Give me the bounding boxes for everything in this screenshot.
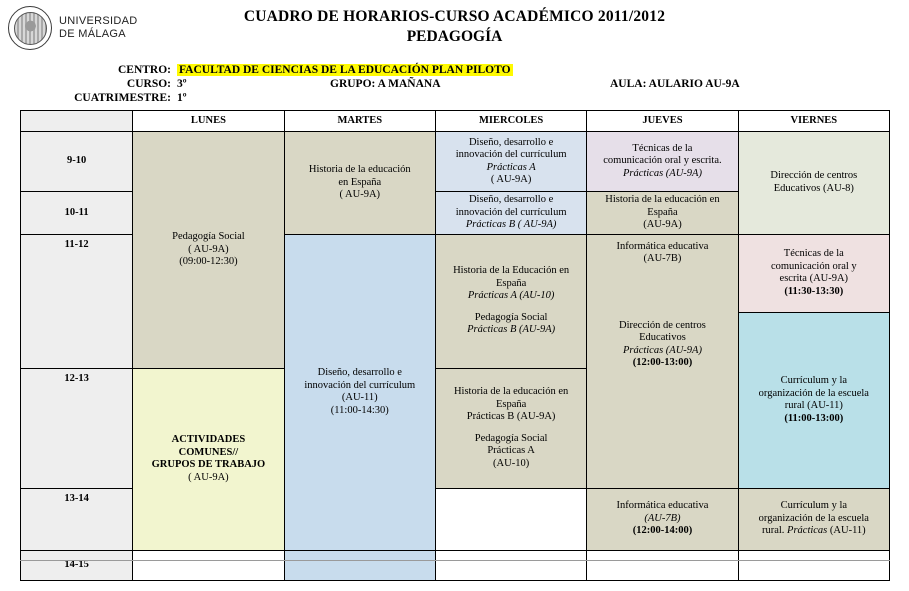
cell-miercoles-diseno-practicas-b — [435, 192, 586, 235]
university-logo-block — [8, 6, 137, 50]
text-line: (AU-7B) — [643, 253, 682, 264]
university-name-line1: UNIVERSIDAD — [59, 15, 138, 27]
text-line: rural. Prácticas (AU-11) — [761, 525, 866, 537]
text-line: Diseño, desarrollo e — [317, 367, 402, 378]
text-line: GRUPOS DE TRABAJO — [151, 459, 266, 470]
cuatrimestre-label: CUATRIMESTRE: — [74, 92, 171, 104]
text-line: Diseño, desarrollo e — [468, 136, 554, 148]
cell-miercoles-14-15-empty — [435, 550, 586, 580]
text-line: en España — [338, 176, 382, 188]
text-line: Informática educativa — [616, 500, 709, 512]
text-line: comunicación oral y escrita. — [603, 155, 722, 167]
spacer — [439, 303, 583, 312]
corner-cell — [21, 111, 133, 132]
text-line: ( AU-9A) — [490, 174, 532, 185]
cell-jueves-historia-espana — [587, 192, 738, 235]
spacer — [590, 293, 734, 302]
text-line: Dirección de centros — [770, 170, 858, 182]
page-header — [0, 0, 909, 56]
text-line: (AU-7B) — [644, 512, 681, 524]
cell-lunes-pedagogia-social — [133, 132, 284, 369]
table-row — [21, 550, 890, 580]
info-row-centro — [0, 64, 909, 78]
text-line: Técnicas de la — [783, 248, 844, 259]
cell-viernes-tecnicas — [739, 235, 889, 313]
text-line: Historia de la educación — [308, 164, 411, 175]
text-line: Pedagogía Social — [474, 311, 548, 323]
centro-label: CENTRO: — [117, 64, 171, 76]
hour-cell-13-14: 13-14 — [21, 488, 133, 550]
spacer — [590, 266, 734, 275]
text-line: ( AU-9A) — [339, 189, 381, 200]
cell-viernes-direccion-centros — [738, 132, 889, 235]
aula-value: AULA: AULARIO AU-9A — [610, 78, 740, 90]
text-line: ( AU-9A) — [188, 243, 229, 255]
cell-martes-14-15 — [284, 550, 435, 580]
text-line: Prácticas A (AU-10) — [467, 290, 555, 302]
text-line: COMUNES// — [178, 446, 239, 458]
text-line: España — [495, 277, 527, 289]
table-row — [21, 132, 890, 192]
text-line: Currículum y la — [780, 375, 848, 386]
text-line: innovación del currículum — [304, 379, 416, 391]
cell-lunes-14-15-empty — [133, 550, 284, 580]
text-line: (09:00-12:30) — [179, 256, 238, 267]
centro-value: FACULTAD DE CIENCIAS DE LA EDUCACIÓN PLAN PILOTO — [179, 64, 511, 76]
text-line: Prácticas (AU-9A) — [622, 167, 702, 179]
text-line: ACTIVIDADES — [171, 434, 246, 445]
hour-cell-14-15: 14-15 — [21, 550, 133, 580]
text-line: (11:00-14:30) — [330, 404, 389, 416]
text-line: comunicación oral y — [770, 260, 857, 272]
bottom-divider — [20, 560, 890, 561]
text-line: Prácticas (AU-9A) — [622, 344, 702, 356]
text-line: (AU-10) — [493, 457, 530, 469]
text-line: Prácticas B (AU-9A) — [467, 324, 556, 336]
text-line: innovación del currículum — [455, 206, 567, 218]
text-line: (AU-11) — [341, 392, 378, 403]
text-line: (11:30-13:30) — [784, 285, 844, 297]
text-line: Diseño, desarrollo e — [468, 194, 554, 205]
text-line: rural (AU-11) — [784, 400, 843, 411]
text-line: Prácticas B ( AU-9A) — [465, 219, 557, 230]
day-header-jueves: JUEVES — [587, 111, 738, 132]
hour-cell-9-10: 9-10 — [21, 132, 133, 192]
text-line: España — [495, 398, 527, 410]
info-block — [0, 64, 909, 106]
text-line: Pedagogía Social — [172, 231, 245, 242]
page-title: CUADRO DE HORARIOS-CURSO ACADÉMICO 2011/2012 — [243, 8, 666, 25]
cell-viernes-curriculum-practicas — [738, 488, 889, 550]
text-line: Técnicas de la — [632, 142, 693, 154]
cell-miercoles-diseno-practicas-a — [435, 132, 586, 192]
cell-miercoles-historia-practicas-a — [435, 234, 586, 368]
cell-viernes-split — [738, 234, 889, 488]
text-line: Prácticas A — [487, 445, 535, 456]
hour-cell-10-11: 10-11 — [21, 192, 133, 235]
crest-inner-icon — [14, 12, 47, 45]
day-header-lunes: LUNES — [133, 111, 284, 132]
text-line: Prácticas B (AU-9A) — [466, 411, 556, 422]
grupo-value: GRUPO: A MAÑANA — [330, 78, 441, 90]
cell-lunes-actividades-comunes — [133, 368, 284, 550]
info-row-curso — [0, 78, 909, 92]
cell-viernes-14-15-empty — [738, 550, 889, 580]
cell-viernes-curriculum-rural — [739, 313, 889, 488]
text-line: organización de la escuela — [758, 512, 869, 524]
spacer — [590, 311, 734, 320]
text-line: Educativos (AU-8) — [773, 182, 854, 194]
text-line: Dirección de centros — [619, 319, 706, 331]
cell-jueves-14-15-empty — [587, 550, 738, 580]
cell-martes-diseno-curriculum — [284, 234, 435, 550]
text-line: (11:00-13:00) — [784, 412, 844, 424]
text-line: escrita (AU-9A) — [779, 273, 849, 284]
hour-cell-12-13: 12-13 — [21, 368, 133, 488]
cuatrimestre-value: 1º — [177, 92, 187, 104]
text-line: organización de la escuela — [758, 387, 869, 399]
table-header-row — [21, 111, 890, 132]
text-line: (AU-9A) — [643, 219, 682, 230]
cell-jueves-informatica-educativa — [587, 488, 738, 550]
text-line: Prácticas A — [486, 161, 536, 173]
spacer — [590, 302, 734, 311]
text-line: Informática educativa — [616, 240, 709, 252]
text-line: (12:00-14:00) — [632, 525, 693, 537]
university-name — [59, 15, 137, 41]
info-row-cuatrimestre — [0, 92, 909, 106]
text-line: Educativos — [639, 332, 686, 343]
cell-jueves-tecnicas-comunicacion — [587, 132, 738, 192]
spacer — [590, 284, 734, 293]
text-line: Historia de la educación en — [453, 386, 569, 397]
text-line: (12:00-13:00) — [632, 357, 693, 368]
text-line: ( AU-9A) — [188, 471, 229, 483]
cell-miercoles-historia-practicas-b — [435, 368, 586, 488]
hour-cell-11-12: 11-12 — [21, 234, 133, 368]
university-name-line2: DE MÁLAGA — [59, 28, 126, 40]
cell-martes-historia — [284, 132, 435, 235]
curso-label: CURSO: — [126, 78, 171, 90]
text-line: Currículum y la — [780, 500, 848, 512]
text-line: Historia de la educación en — [605, 194, 720, 205]
university-crest-icon — [8, 6, 52, 50]
curso-value: 3º — [177, 78, 187, 90]
text-line: Pedagogía Social — [474, 432, 548, 444]
cell-jueves-informatica-direccion — [587, 234, 738, 488]
text-line: Historia de la Educación en — [453, 265, 570, 277]
spacer — [439, 424, 583, 433]
spacer — [590, 275, 734, 284]
text-line: innovación del currículum — [455, 149, 567, 160]
page-subtitle: PEDAGOGÍA — [406, 28, 503, 45]
day-header-miercoles: MIERCOLES — [435, 111, 586, 132]
day-header-martes: MARTES — [284, 111, 435, 132]
day-header-viernes: VIERNES — [738, 111, 889, 132]
schedule-table — [20, 110, 890, 581]
text-line: España — [647, 206, 678, 218]
cell-miercoles-13-14-empty — [435, 488, 586, 550]
